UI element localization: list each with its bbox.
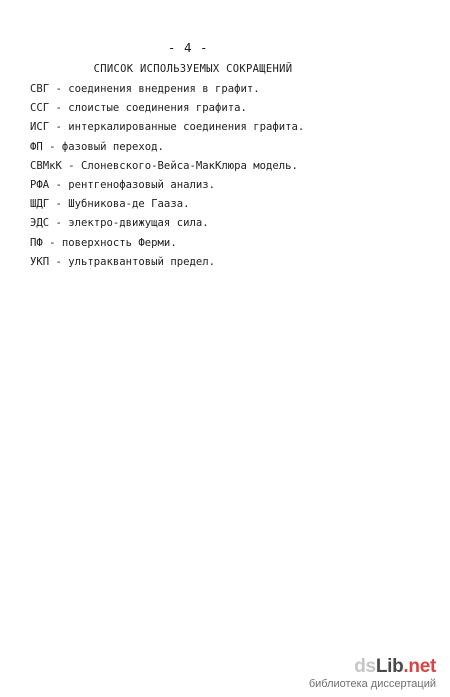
watermark-logo: [309, 657, 436, 677]
abbreviation-item-svmkk: СВМкК - Слоневского-Вейса-МакКлюра модель.: [30, 159, 298, 172]
abbreviation-item-fp: ФП - фазовый переход.: [30, 140, 164, 153]
watermark: [309, 657, 436, 691]
abbreviation-list: [30, 82, 304, 274]
abbreviation-item-rfa: РФА - рентгенофазовый анализ.: [30, 178, 215, 191]
abbreviation-item-ssg: ССГ - слоистые соединения графита.: [30, 102, 247, 115]
abbreviation-item-isg: ИСГ - интеркалированные соединения графита.: [30, 121, 305, 134]
watermark-subtitle: библиотека диссертаций: [308, 678, 436, 690]
abbreviation-item-pf: ПФ - поверхность Ферми.: [30, 236, 177, 249]
watermark-logo-lib: Lib: [375, 656, 404, 677]
abbreviation-item-svg: СВГ - соединения внедрения в графит.: [30, 83, 260, 95]
watermark-logo-ds: ds: [354, 656, 376, 677]
page-number: - 4 -: [167, 40, 209, 55]
abbreviation-item-ukp: УКП - ультраквантовый предел.: [30, 255, 215, 268]
abbreviation-item-shdg: ШДГ - Шубникова-де Гааза.: [30, 198, 190, 211]
abbreviation-item-eds: ЭДС - электро-движущая сила.: [30, 217, 209, 230]
page-title: СПИСОК ИСПОЛЬЗУЕМЫХ СОКРАЩЕНИЙ: [93, 63, 293, 75]
watermark-logo-net: .net: [403, 656, 436, 677]
